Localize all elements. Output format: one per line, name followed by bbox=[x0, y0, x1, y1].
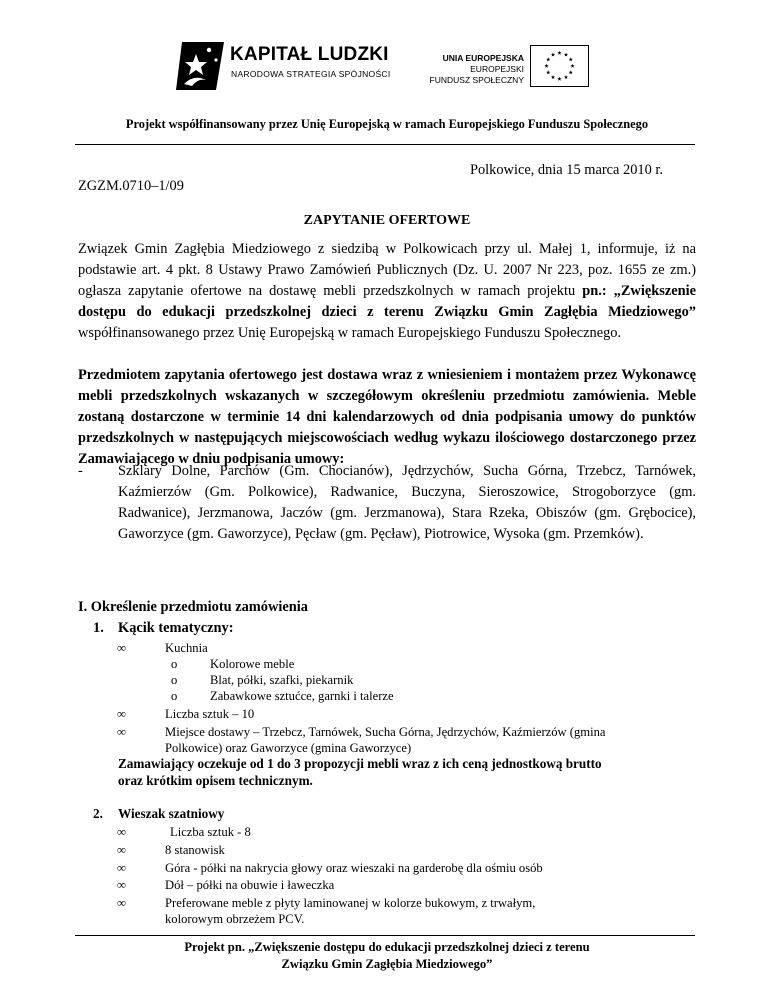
sub-item-3: Zabawkowe sztućce, garnki i talerze bbox=[210, 689, 394, 703]
kapital-ludzki-title: KAPITAŁ LUDZKI bbox=[230, 44, 389, 65]
bullet-icon: ∞ bbox=[117, 896, 126, 910]
bullet-icon: ∞ bbox=[117, 825, 126, 839]
item-1-number: 1. bbox=[93, 620, 104, 636]
subject-paragraph: Przedmiotem zapytania ofertowego jest dostawa wraz z wniesieniem i montażem przez Wykonawcę mebli przedszkolnych wskazanych w szczegółowym określeniu przedmiotu zamówienia. Meble zostaną dostarczone w terminie 14 dni kalendarzowych od dnia podpisania umowy do punktów przedszkolnych w następujących miejscowościach według wykazu ilościowego dostarczonego przez Zamawiającego w dniu podpisania umowy: bbox=[78, 367, 696, 467]
eu-flag-icon bbox=[530, 45, 589, 87]
eu-line-1: UNIA EUROPEJSKA bbox=[442, 53, 524, 63]
place-date: Polkowice, dnia 15 marca 2010 r. bbox=[469, 162, 663, 178]
document-title: ZAPYTANIE OFERTOWE bbox=[303, 213, 471, 228]
eu-line-3: FUNDUSZ SPOŁECZNY bbox=[429, 75, 524, 85]
item-2-line-3: Góra - półki na nakrycia głowy oraz wieszaki na garderobę dla ośmiu osób bbox=[165, 861, 543, 875]
bullet-icon: ∞ bbox=[117, 861, 126, 875]
locations-list: Szklary Dolne, Parchów (Gm. Chocianów), Jędrzychów, Sucha Górna, Trzebcz, Tarnówek, Kaźmierzów (Gm. Polkowice), Radwanice, Buczyna, Sieroszowice, Strogoborzyce (gm. Radwanice), Jerzmanowa, Jaczów (gm. Jerzmanowa), Stara Rzeka, Obiszów (gm. Grębocice), Gaworzyce (gm. Gaworzyce), Pęcław (gm. Pęcław), Piotrowice, Wysoka (gm. Przemków). bbox=[118, 463, 696, 542]
footer-line-2: Związku Gmin Zagłębia Miedziowego” bbox=[281, 957, 493, 971]
item-1-count: Liczba sztuk – 10 bbox=[165, 707, 255, 721]
project-name: pn.: „Zwiększenie dostępu do edukacji przedszkolnej dzieci z terenu Związku Gmin Zagłębia Miedziowego” bbox=[78, 283, 696, 320]
intro-text-2: współfinansowanego przez Unię Europejską w ramach Europejskiego Funduszu Społecznego. bbox=[78, 325, 622, 341]
item-2-line-1: Liczba sztuk - 8 bbox=[170, 825, 251, 839]
section-heading: I. Określenie przedmiotu zamówienia bbox=[78, 599, 308, 615]
footer-divider bbox=[75, 935, 695, 936]
sub-bullet-icon: o bbox=[171, 689, 178, 703]
footer-line-1: Projekt pn. „Zwiększenie dostępu do edukacji przedszkolnej dzieci z terenu bbox=[184, 940, 590, 954]
bullet-icon: ∞ bbox=[117, 843, 126, 857]
item-1-title: Kącik tematyczny: bbox=[118, 620, 234, 636]
kuchnia-label: Kuchnia bbox=[165, 641, 208, 655]
item-2-line-6: kolorowym obrzeżem PCV. bbox=[165, 912, 305, 926]
bullet-icon: ∞ bbox=[117, 707, 126, 721]
cofinancing-header: Projekt współfinansowany przez Unię Europejską w ramach Europejskiego Funduszu Społecznego bbox=[125, 117, 649, 131]
item-2-line-4: Dół – półki na obuwie i ławeczka bbox=[165, 878, 335, 892]
header-divider bbox=[75, 144, 695, 145]
sub-bullet-icon: o bbox=[171, 657, 178, 671]
intro-text-1: Związek Gmin Zagłębia Miedziowego z siedzibą w Polkowicach przy ul. Małej 1, informuje, iż na podstawie art. 4 pkt. 8 Ustawy Prawo Zamówień Publicznych (Dz. U. 2007 Nr 223, poz. 1655 ze zm.) ogłasza zapytanie ofertowe na dostawę mebli przedszkolnych w ramach projektu bbox=[78, 241, 696, 299]
bullet-icon: ∞ bbox=[117, 878, 126, 892]
item-1-delivery-cont: Polkowice) oraz Gaworzyce (gmina Gaworzyce) bbox=[165, 741, 412, 755]
intro-paragraph bbox=[78, 239, 696, 344]
item-2-title: Wieszak szatniowy bbox=[118, 806, 225, 821]
eu-line-2: EUROPEJSKI bbox=[470, 64, 524, 74]
bullet-icon: ∞ bbox=[117, 725, 126, 739]
eu-text bbox=[430, 53, 524, 86]
reference-number: ZGZM.0710–1/09 bbox=[78, 178, 184, 194]
item-1-note: Zamawiający oczekuje od 1 do 3 propozycji mebli wraz z ich ceną jednostkową brutto bbox=[118, 756, 602, 771]
kapital-ludzki-subtitle: NARODOWA STRATEGIA SPÓJNOŚCI bbox=[231, 69, 391, 79]
footer bbox=[78, 939, 696, 973]
bullet-icon: ∞ bbox=[117, 641, 126, 655]
item-1-delivery: Miejsce dostawy – Trzebcz, Tarnówek, Sucha Górna, Jędrzychów, Kaźmierzów (gmina bbox=[165, 725, 606, 739]
locations-dash: - bbox=[78, 463, 83, 479]
item-1-note-cont: oraz krótkim opisem technicznym. bbox=[118, 773, 313, 788]
item-2-line-2: 8 stanowisk bbox=[165, 843, 225, 857]
sub-item-2: Blat, półki, szafki, piekarnik bbox=[210, 673, 354, 687]
sub-item-1: Kolorowe meble bbox=[210, 657, 295, 671]
item-2-line-5: Preferowane meble z płyty laminowanej w kolorze bukowym, z trwałym, bbox=[165, 896, 536, 910]
sub-bullet-icon: o bbox=[171, 673, 178, 687]
item-2-number: 2. bbox=[93, 806, 103, 821]
